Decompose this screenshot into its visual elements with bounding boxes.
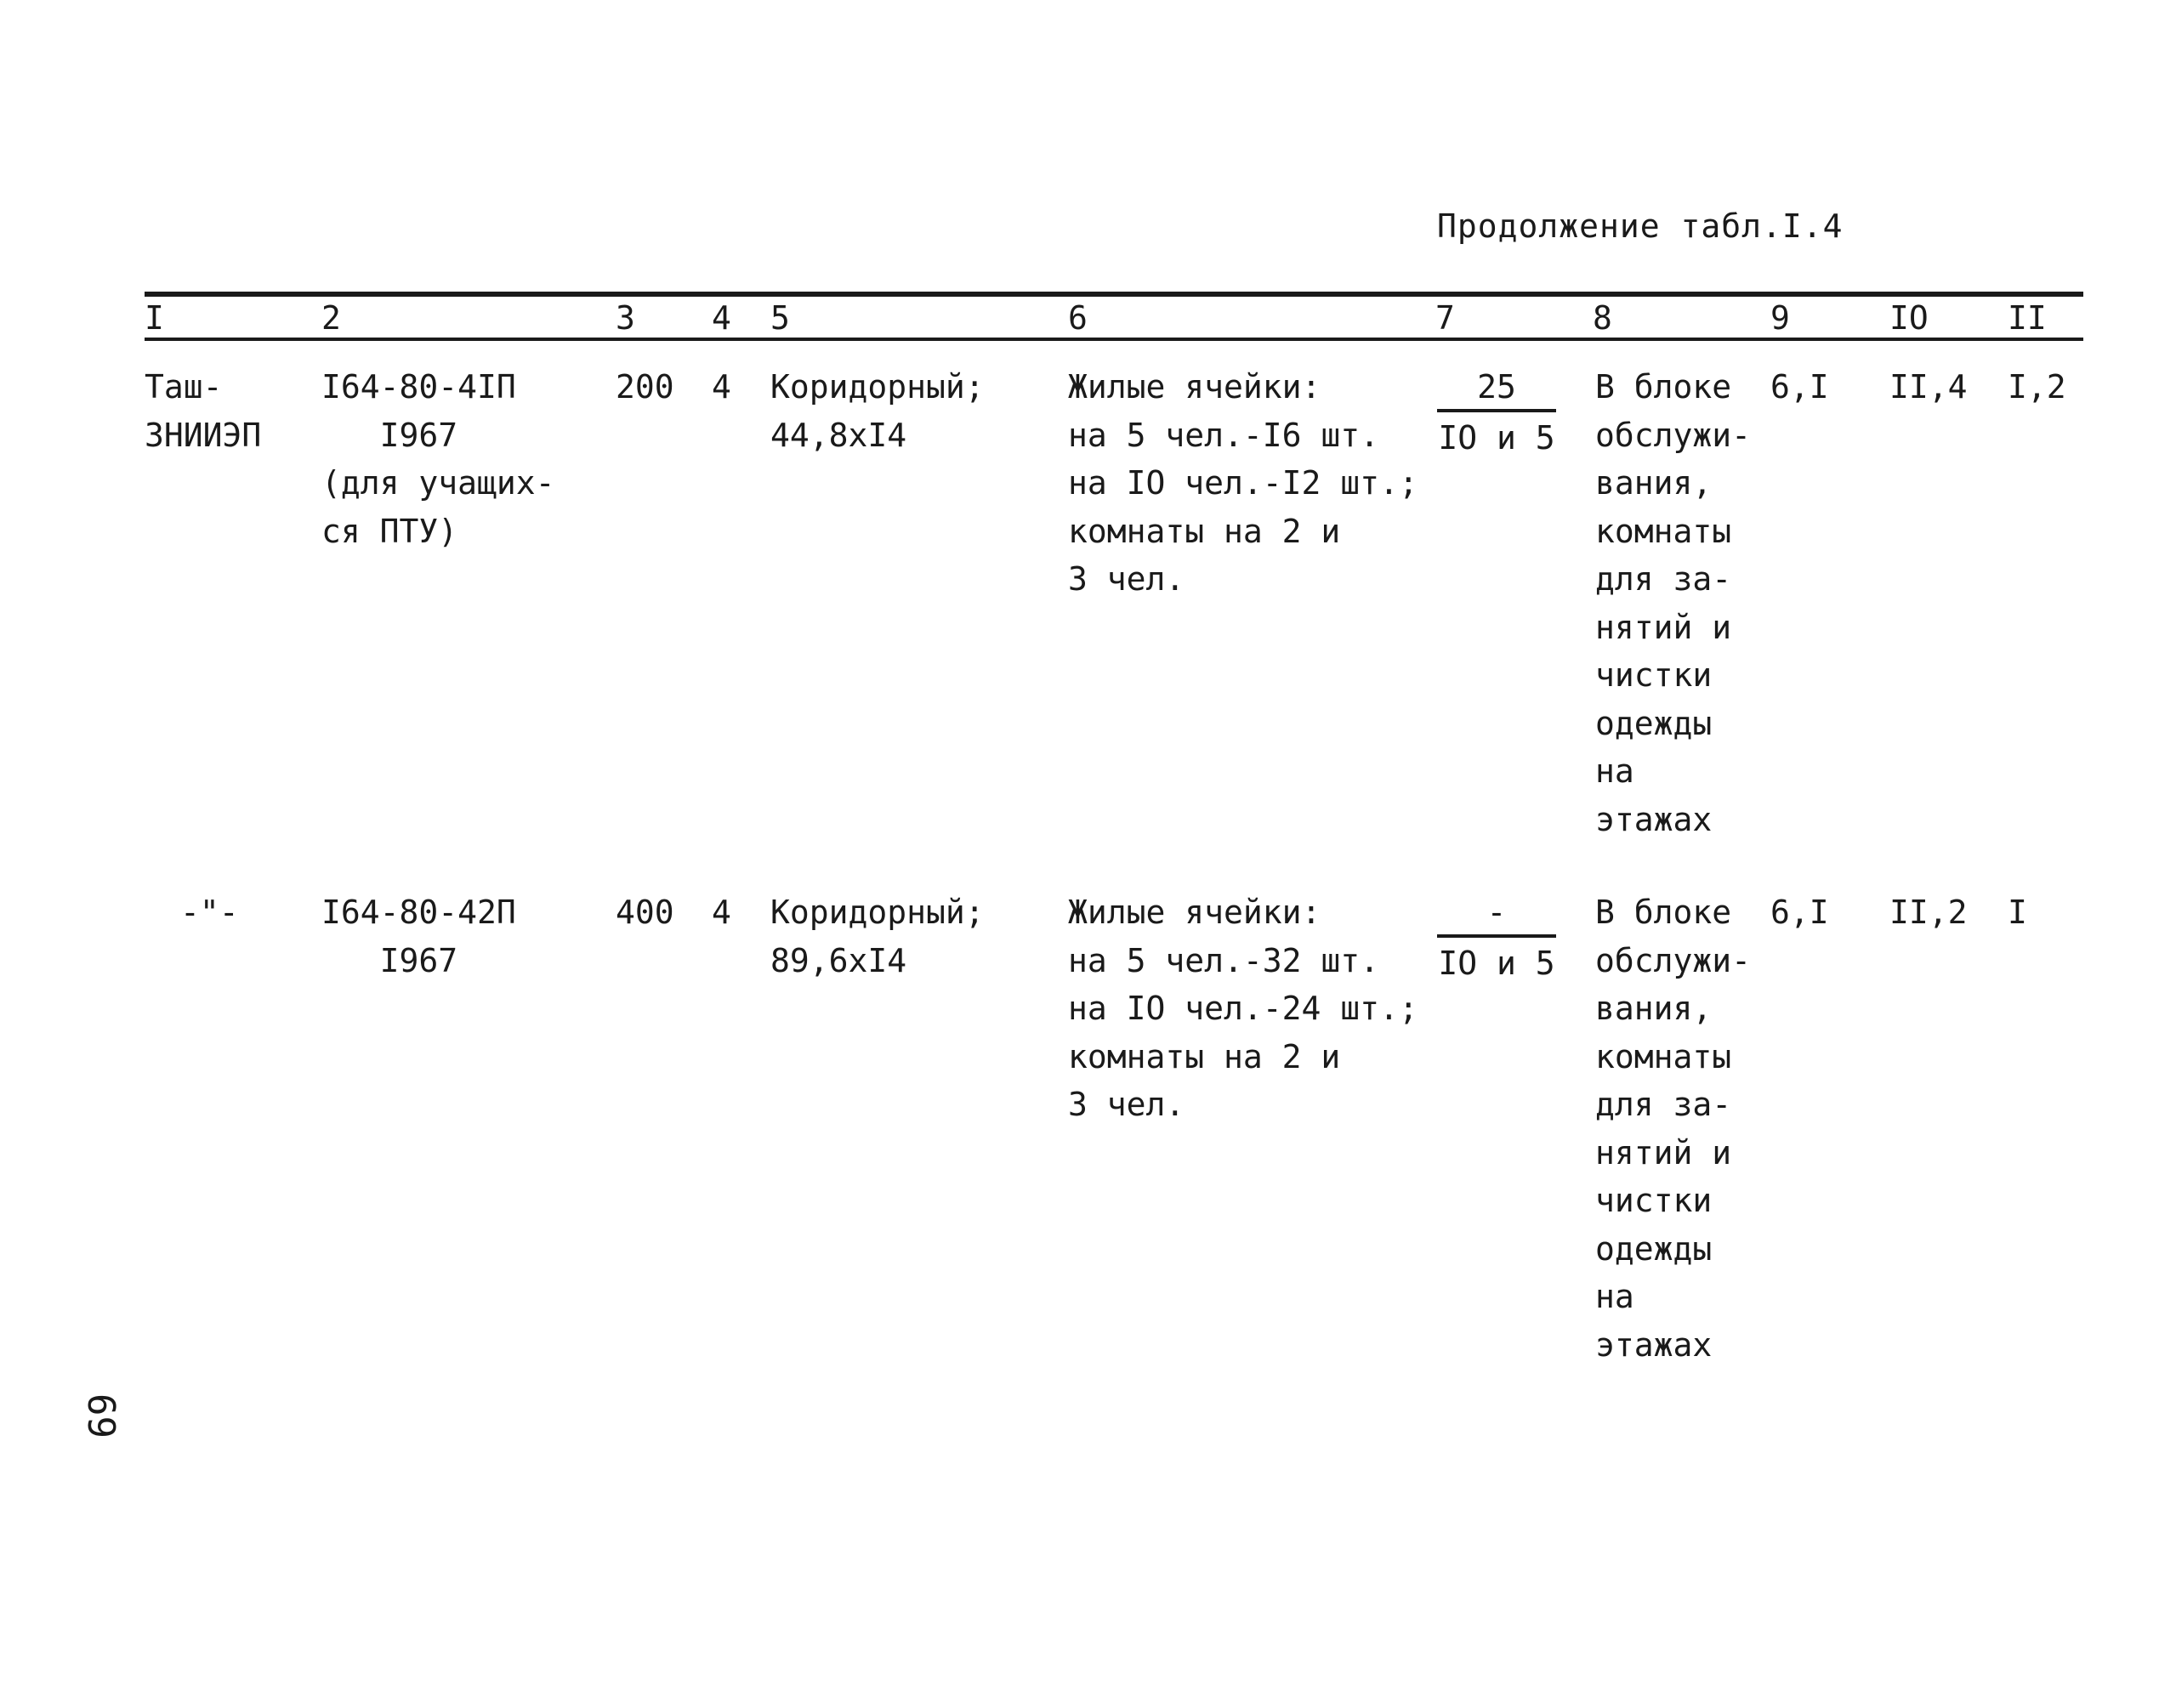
row1-fraction-numerator: 25 bbox=[1437, 363, 1556, 412]
row2-fraction-denominator: IO и 5 bbox=[1438, 945, 1555, 982]
row1-col11: I,2 bbox=[2008, 368, 2066, 406]
column-number-1: I bbox=[145, 299, 164, 337]
column-number-7: 7 bbox=[1435, 299, 1455, 337]
row1-organization: Таш- ЗНИИЭП bbox=[145, 368, 262, 454]
table-top-rule bbox=[145, 292, 2083, 297]
row2-type-dimensions: Коридорный; 89,6хI4 bbox=[770, 894, 985, 979]
column-number-6: 6 bbox=[1068, 299, 1088, 337]
row2-col11: I bbox=[2008, 894, 2027, 931]
row1-fraction bbox=[1437, 363, 1556, 462]
column-number-11: II bbox=[2008, 299, 2047, 337]
row1-project-code: I64-80-4IП I967 (для учащих- ся ПТУ) bbox=[321, 368, 555, 550]
column-number-9: 9 bbox=[1770, 299, 1790, 337]
column-number-3: 3 bbox=[616, 299, 635, 337]
column-number-5: 5 bbox=[770, 299, 790, 337]
row1-floors: 4 bbox=[712, 368, 731, 406]
row1-col10: II,4 bbox=[1889, 368, 1968, 406]
row2-project-code: I64-80-42П I967 bbox=[321, 894, 516, 979]
row2-fraction bbox=[1437, 888, 1556, 988]
row2-living-cells: Жилые ячейки: на 5 чел.-32 шт. на IO чел.-24 шт.; комнаты на 2 и 3 чел. bbox=[1068, 894, 1418, 1123]
column-number-2: 2 bbox=[321, 299, 341, 337]
row2-service-block: В блоке обслужи- вания, комнаты для за- нятий и чистки одежды на этажах bbox=[1595, 894, 1752, 1364]
row1-capacity: 200 bbox=[616, 368, 674, 406]
row1-type-dimensions: Коридорный; 44,8хI4 bbox=[770, 368, 985, 454]
row2-fraction-numerator: - bbox=[1437, 888, 1556, 938]
column-number-8: 8 bbox=[1593, 299, 1612, 337]
row1-col9: 6,I bbox=[1770, 368, 1829, 406]
row2-organization-ditto: -"- bbox=[180, 894, 239, 931]
table-caption: Продолжение табл.I.4 bbox=[1437, 207, 1844, 245]
header-bottom-rule bbox=[145, 338, 2083, 341]
column-number-4: 4 bbox=[712, 299, 731, 337]
row2-capacity: 400 bbox=[616, 894, 674, 931]
row2-floors: 4 bbox=[712, 894, 731, 931]
page-number: 69 bbox=[78, 1393, 122, 1438]
row1-fraction-denominator: IO и 5 bbox=[1438, 419, 1555, 457]
row1-living-cells: Жилые ячейки: на 5 чел.-I6 шт. на IO чел.-I2 шт.; комнаты на 2 и 3 чел. bbox=[1068, 368, 1418, 598]
row2-col9: 6,I bbox=[1770, 894, 1829, 931]
row2-col10: II,2 bbox=[1889, 894, 1968, 931]
row1-service-block: В блоке обслужи- вания, комнаты для за- нятий и чистки одежды на этажах bbox=[1595, 368, 1752, 838]
column-number-10: IO bbox=[1889, 299, 1929, 337]
